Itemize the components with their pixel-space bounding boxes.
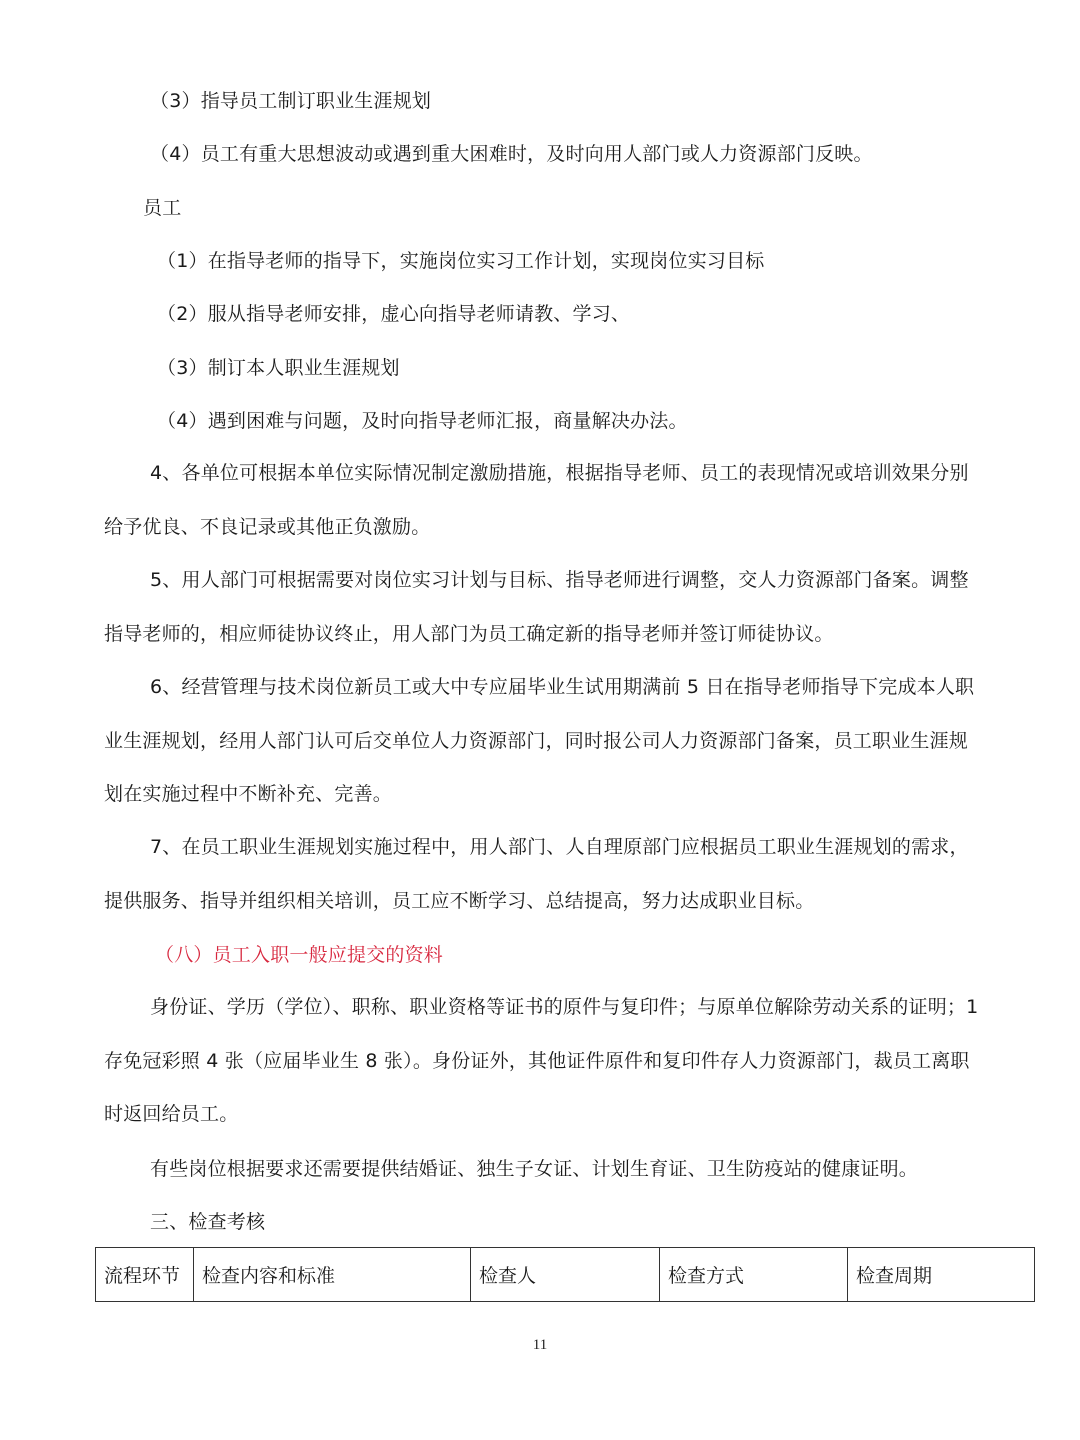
table-header-cell: 检查内容和标准	[194, 1248, 471, 1302]
section-heading-inspection: 三、检查考核	[150, 1211, 266, 1233]
section-heading-8: （八）员工入职一般应提交的资料	[155, 944, 444, 966]
item-employee-2: （2）服从指导老师安排，虚心向指导老师请教、学习、	[157, 303, 631, 325]
paragraph-5: 5、用人部门可根据需要对岗位实习计划与目标、指导老师进行调整，交人力资源部门备案。调整指导老师的，相应师徒协议终止，用人部门为员工确定新的指导老师并签订师徒协议。	[104, 569, 969, 645]
paragraph-4: 4、各单位可根据本单位实际情况制定激励措施，根据指导老师、员工的表现情况或培训效果分别给予优良、不良记录或其他正负激励。	[104, 462, 969, 538]
paragraph-6: 6、经营管理与技术岗位新员工或大中专应届毕业生试用期满前 5 日在指导老师指导下完成本人职业生涯规划，经用人部门认可后交单位人力资源部门，同时报公司人力资源部门备案，员工职业生涯规划在实施过程中不断补充、完善。	[104, 676, 975, 805]
table-header-row	[96, 1248, 1035, 1302]
item-mentor-3: （3）指导员工制订职业生涯规划	[150, 90, 432, 112]
table-header-cell: 检查周期	[848, 1248, 1035, 1302]
item-employee-3: （3）制订本人职业生涯规划	[157, 357, 400, 379]
item-mentor-4: （4）员工有重大思想波动或遇到重大困难时，及时向用人部门或人力资源部门反映。	[150, 143, 873, 165]
paragraph-documents: 身份证、学历（学位）、职称、职业资格等证书的原件与复印件；与原单位解除劳动关系的证明；1 存免冠彩照 4 张（应届毕业生 8 张）。身份证外，其他证件原件和复印件存人力资源部门，裁员工离职时返回给员工。	[104, 996, 979, 1125]
table-header-cell: 检查人	[471, 1248, 660, 1302]
item-employee-1: （1）在指导老师的指导下，实施岗位实习工作计划，实现岗位实习目标	[157, 250, 765, 272]
subheading-employee: 员工	[143, 197, 182, 219]
item-employee-4: （4）遇到困难与问题，及时向指导老师汇报，商量解决办法。	[157, 410, 688, 432]
table-header-cell: 检查方式	[660, 1248, 848, 1302]
inspection-table	[95, 1247, 1035, 1302]
paragraph-extra-documents: 有些岗位根据要求还需要提供结婚证、独生子女证、计划生育证、卫生防疫站的健康证明。	[150, 1158, 919, 1180]
page-number: 11	[532, 1337, 548, 1353]
table-header-cell: 流程环节	[96, 1248, 194, 1302]
paragraph-7: 7、在员工职业生涯规划实施过程中，用人部门、人自理原部门应根据员工职业生涯规划的需求，提供服务、指导并组织相关培训，员工应不断学习、总结提高，努力达成职业目标。	[104, 836, 969, 912]
